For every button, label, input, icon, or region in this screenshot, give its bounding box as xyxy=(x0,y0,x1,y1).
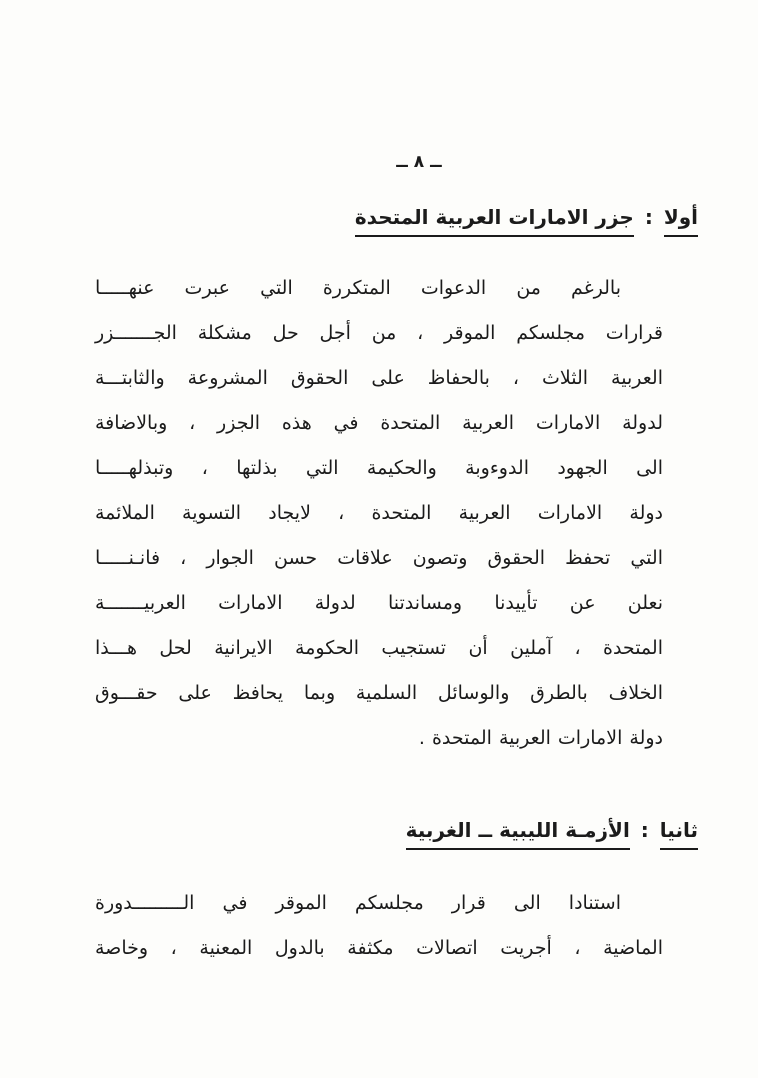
text-line: العربية الثلاث ، بالحفاظ على الحقوق المشروعة والثابتـــة xyxy=(95,367,663,389)
section-1-heading xyxy=(355,205,698,237)
text-line: نعلن عن تأييدنا ومساندتنا لدولة الامارات العربيـــــــة xyxy=(95,592,663,614)
text-line: الماضية ، أجريت اتصالات مكثفة بالدول المعنية ، وخاصة xyxy=(95,937,663,959)
section-2-paragraph xyxy=(95,881,663,971)
text-line: دولة الامارات العربية المتحدة ، لايجاد التسوية الملائمة xyxy=(95,502,663,524)
section-1-colon: : xyxy=(644,205,653,229)
section-2-heading xyxy=(406,818,698,850)
text-line: دولة الامارات العربية المتحدة . xyxy=(418,727,663,749)
section-2-marker: ثانيا xyxy=(660,818,698,850)
section-2-title: الأزمـة الليبية ــ الغربية xyxy=(406,818,630,850)
text-line: الى الجهود الدوءوبة والحكيمة التي بذلتها ، وتبذلهـــــا xyxy=(95,457,663,479)
text-line: لدولة الامارات العربية المتحدة في هذه الجزر ، وبالاضافة xyxy=(95,412,663,434)
text-line: التي تحفظ الحقوق وتصون علاقات حسن الجوار ، فانـنـــــا xyxy=(95,547,663,569)
section-1-title: جزر الامارات العربية المتحدة xyxy=(355,205,634,237)
section-2-colon: : xyxy=(640,818,649,842)
text-line: بالرغم من الدعوات المتكررة التي عبرت عنهـــــا xyxy=(95,277,621,299)
text-line: قرارات مجلسكم الموقر ، من أجل حل مشكلة الجـــــــزر xyxy=(95,322,663,344)
section-1-marker: أولا xyxy=(664,205,698,237)
page-number: ــ ٨ ــ xyxy=(396,152,442,172)
text-line: استنادا الى قرار مجلسكم الموقر في الـــــــــدورة xyxy=(95,892,621,914)
section-1-paragraph xyxy=(95,266,663,761)
text-line: المتحدة ، آملين أن تستجيب الحكومة الايرانية لحل هـــذا xyxy=(95,637,663,659)
text-line: الخلاف بالطرق والوسائل السلمية وبما يحافظ على حقـــوق xyxy=(95,682,663,704)
